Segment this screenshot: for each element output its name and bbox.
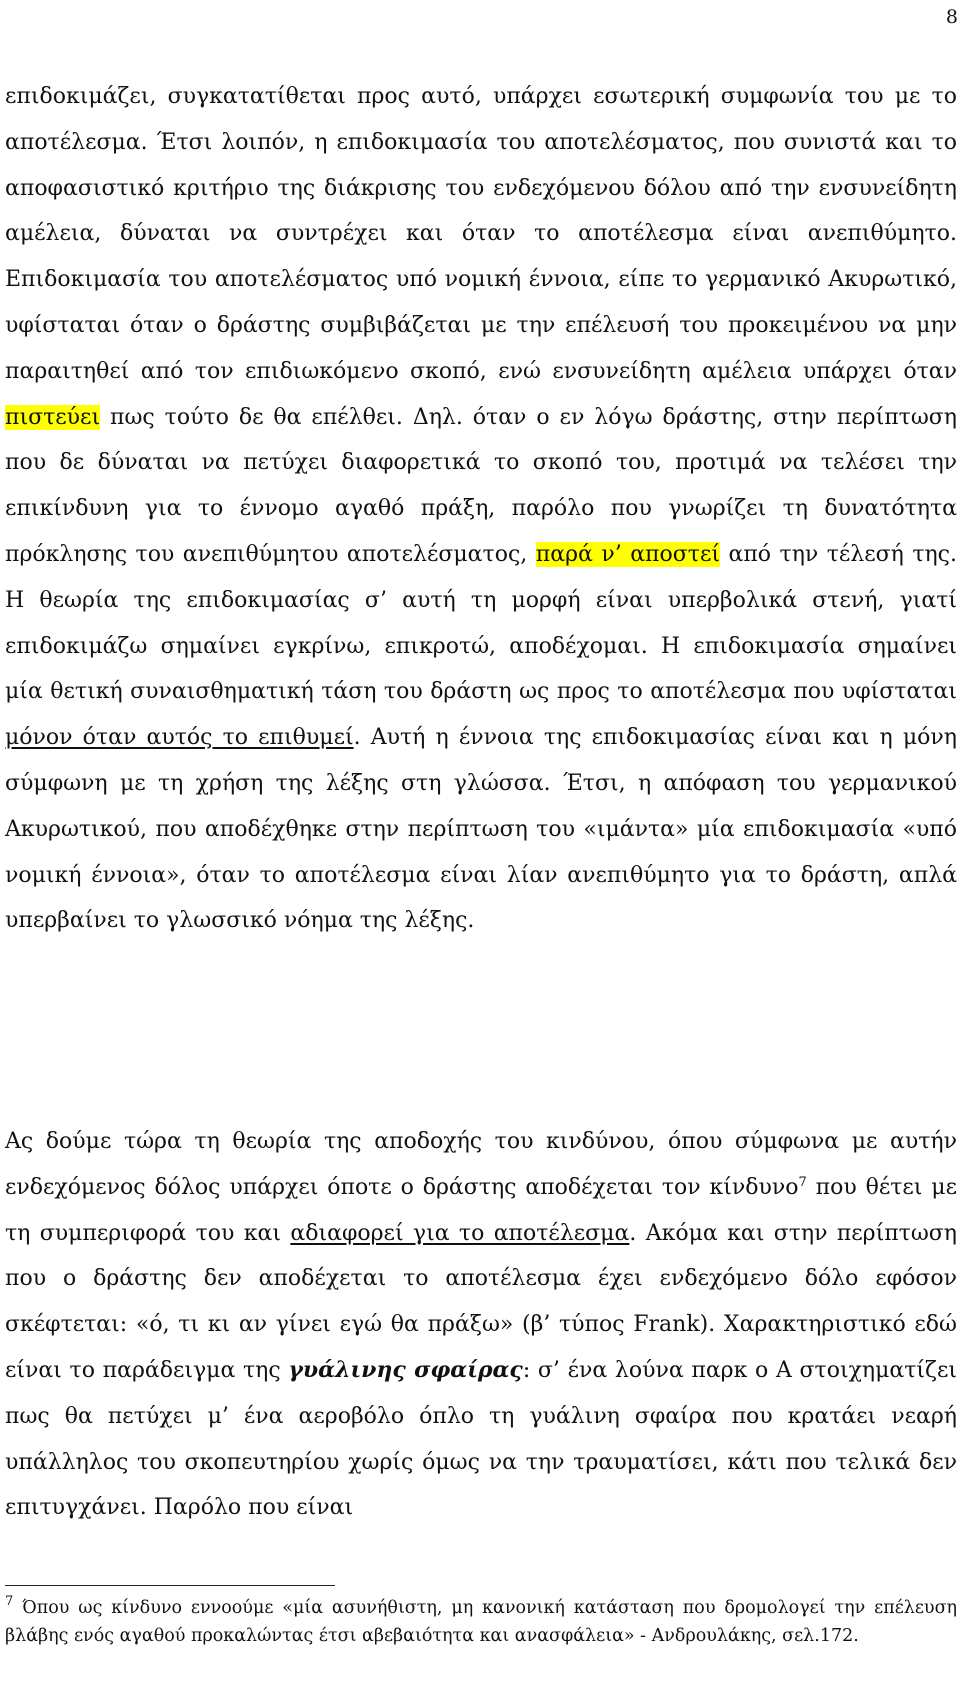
highlighted-text: παρά ν’ αποστεί	[535, 541, 720, 567]
underlined-text: αδιαφορεί για το αποτέλεσμα	[290, 1220, 630, 1246]
underlined-text: μόνον όταν αυτός το επιθυμεί	[5, 725, 354, 751]
footnote-text: Όπου ως κίνδυνο εννοούμε «μία ασυνήθιστη, μη κανονική κατάσταση που δρομολογεί την επέλευση βλάβης ενός αγαθού προκαλώντας έτσι αβεβαιότητα και ανασφάλεια» - Ανδρουλάκης, σελ.172.	[5, 1598, 957, 1646]
body-paragraph-1	[5, 74, 957, 944]
footnote-separator	[5, 1585, 335, 1586]
text-run: που θέτει με τη συμπεριφορά του και	[5, 1174, 957, 1246]
footnote	[5, 1595, 957, 1650]
text-run: . Ακόμα και στην περίπτωση που ο δράστης δεν αποδέχεται το αποτέλεσμα έχει ενδεχόμενο δόλο εφόσον σκέφτεται: «ό, τι κι αν γίνει εγώ θα πράξω» (β’ τύπος Frank). Χαρακτηριστικό εδώ είναι το παράδειγμα της	[5, 1220, 957, 1383]
highlighted-text: πιστεύει	[5, 404, 101, 430]
page-number: 8	[945, 6, 958, 28]
text-run: επιδοκιμάζει, συγκατατίθεται προς αυτό, υπάρχει εσωτερική συμφωνία του με το αποτέλεσμα. Έτσι λοιπόν, η επιδοκιμασία του αποτελέσματος, που συνιστά και το αποφασιστικό κριτήριο της διάκρισης του ενδεχόμενου δόλου από την ενσυνείδητη αμέλεια, δύναται να συντρέχει και όταν το αποτέλεσμα είναι ανεπιθύμητο. Επιδοκιμασία του αποτελέσματος υπό νομική έννοια, είπε το γερμανικό Ακυρωτικό, υφίσταται όταν ο δράστης συμβιβάζεται με την επέλευσή του προκειμένου να μην παραιτηθεί από τον επιδιωκόμενο σκοπό, ενώ ενσυνείδητη αμέλεια υπάρχει όταν	[5, 84, 957, 384]
footnote-reference[interactable]: 7	[798, 1174, 807, 1190]
text-run: . Αυτή η έννοια της επιδοκιμασίας είναι και η μόνη σύμφωνη με τη χρήση της λέξης στη γλώσσα. Έτσι, η απόφαση του γερμανικού Ακυρωτικού, που αποδέχθηκε στην περίπτωση του «ιμάντα» μία επιδοκιμασία «υπό νομική έννοια», όταν το αποτέλεσμα είναι λίαν ανεπιθύμητο για το δράστη, απλά υπερβαίνει το γλωσσικό νόημα της λέξης.	[5, 725, 957, 934]
emphasized-text: γυάλινης σφαίρας	[288, 1356, 523, 1383]
body-paragraph-2	[5, 1119, 957, 1531]
text-run: από την τέλεσή της. Η θεωρία της επιδοκιμασίας σ’ αυτή τη μορφή είναι υπερβολικά στενή, γιατί επιδοκιμάζω σημαίνει εγκρίνω, επικροτώ, αποδέχομαι. Η επιδοκιμασία σημαίνει μία θετική συναισθηματική τάση του δράστη ως προς το αποτέλεσμα που υφίσταται	[5, 541, 957, 705]
text-run: πως τούτο δε θα επέλθει. Δηλ. όταν ο εν λόγω δράστης, στην περίπτωση που δε δύναται να πετύχει διαφορετικά το σκοπό του, προτιμά να τελέσει την επικίνδυνη για το έννομο αγαθό πράξη, παρόλο που γνωρίζει τη δυνατότητα πρόκλησης του ανεπιθύμητου αποτελέσματος,	[5, 404, 957, 567]
footnote-mark: 7	[5, 1594, 14, 1609]
text-run: Ας δούμε τώρα τη θεωρία της αποδοχής του κινδύνου, όπου σύμφωνα με αυτήν ενδεχόμενος δόλος υπάρχει όποτε ο δράστης αποδέχεται τον κίνδυνο	[5, 1129, 957, 1200]
text-run: : σ’ ένα λούνα παρκ ο Α στοιχηματίζει πως θα πετύχει μ’ ένα αεροβόλο όπλο τη γυάλινη σφαίρα που κρατάει νεαρή υπάλληλος του σκοπευτηρίου χωρίς όμως να την τραυματίσει, κάτι που τελικά δεν επιτυγχάνει. Παρόλο που είναι	[5, 1357, 957, 1521]
